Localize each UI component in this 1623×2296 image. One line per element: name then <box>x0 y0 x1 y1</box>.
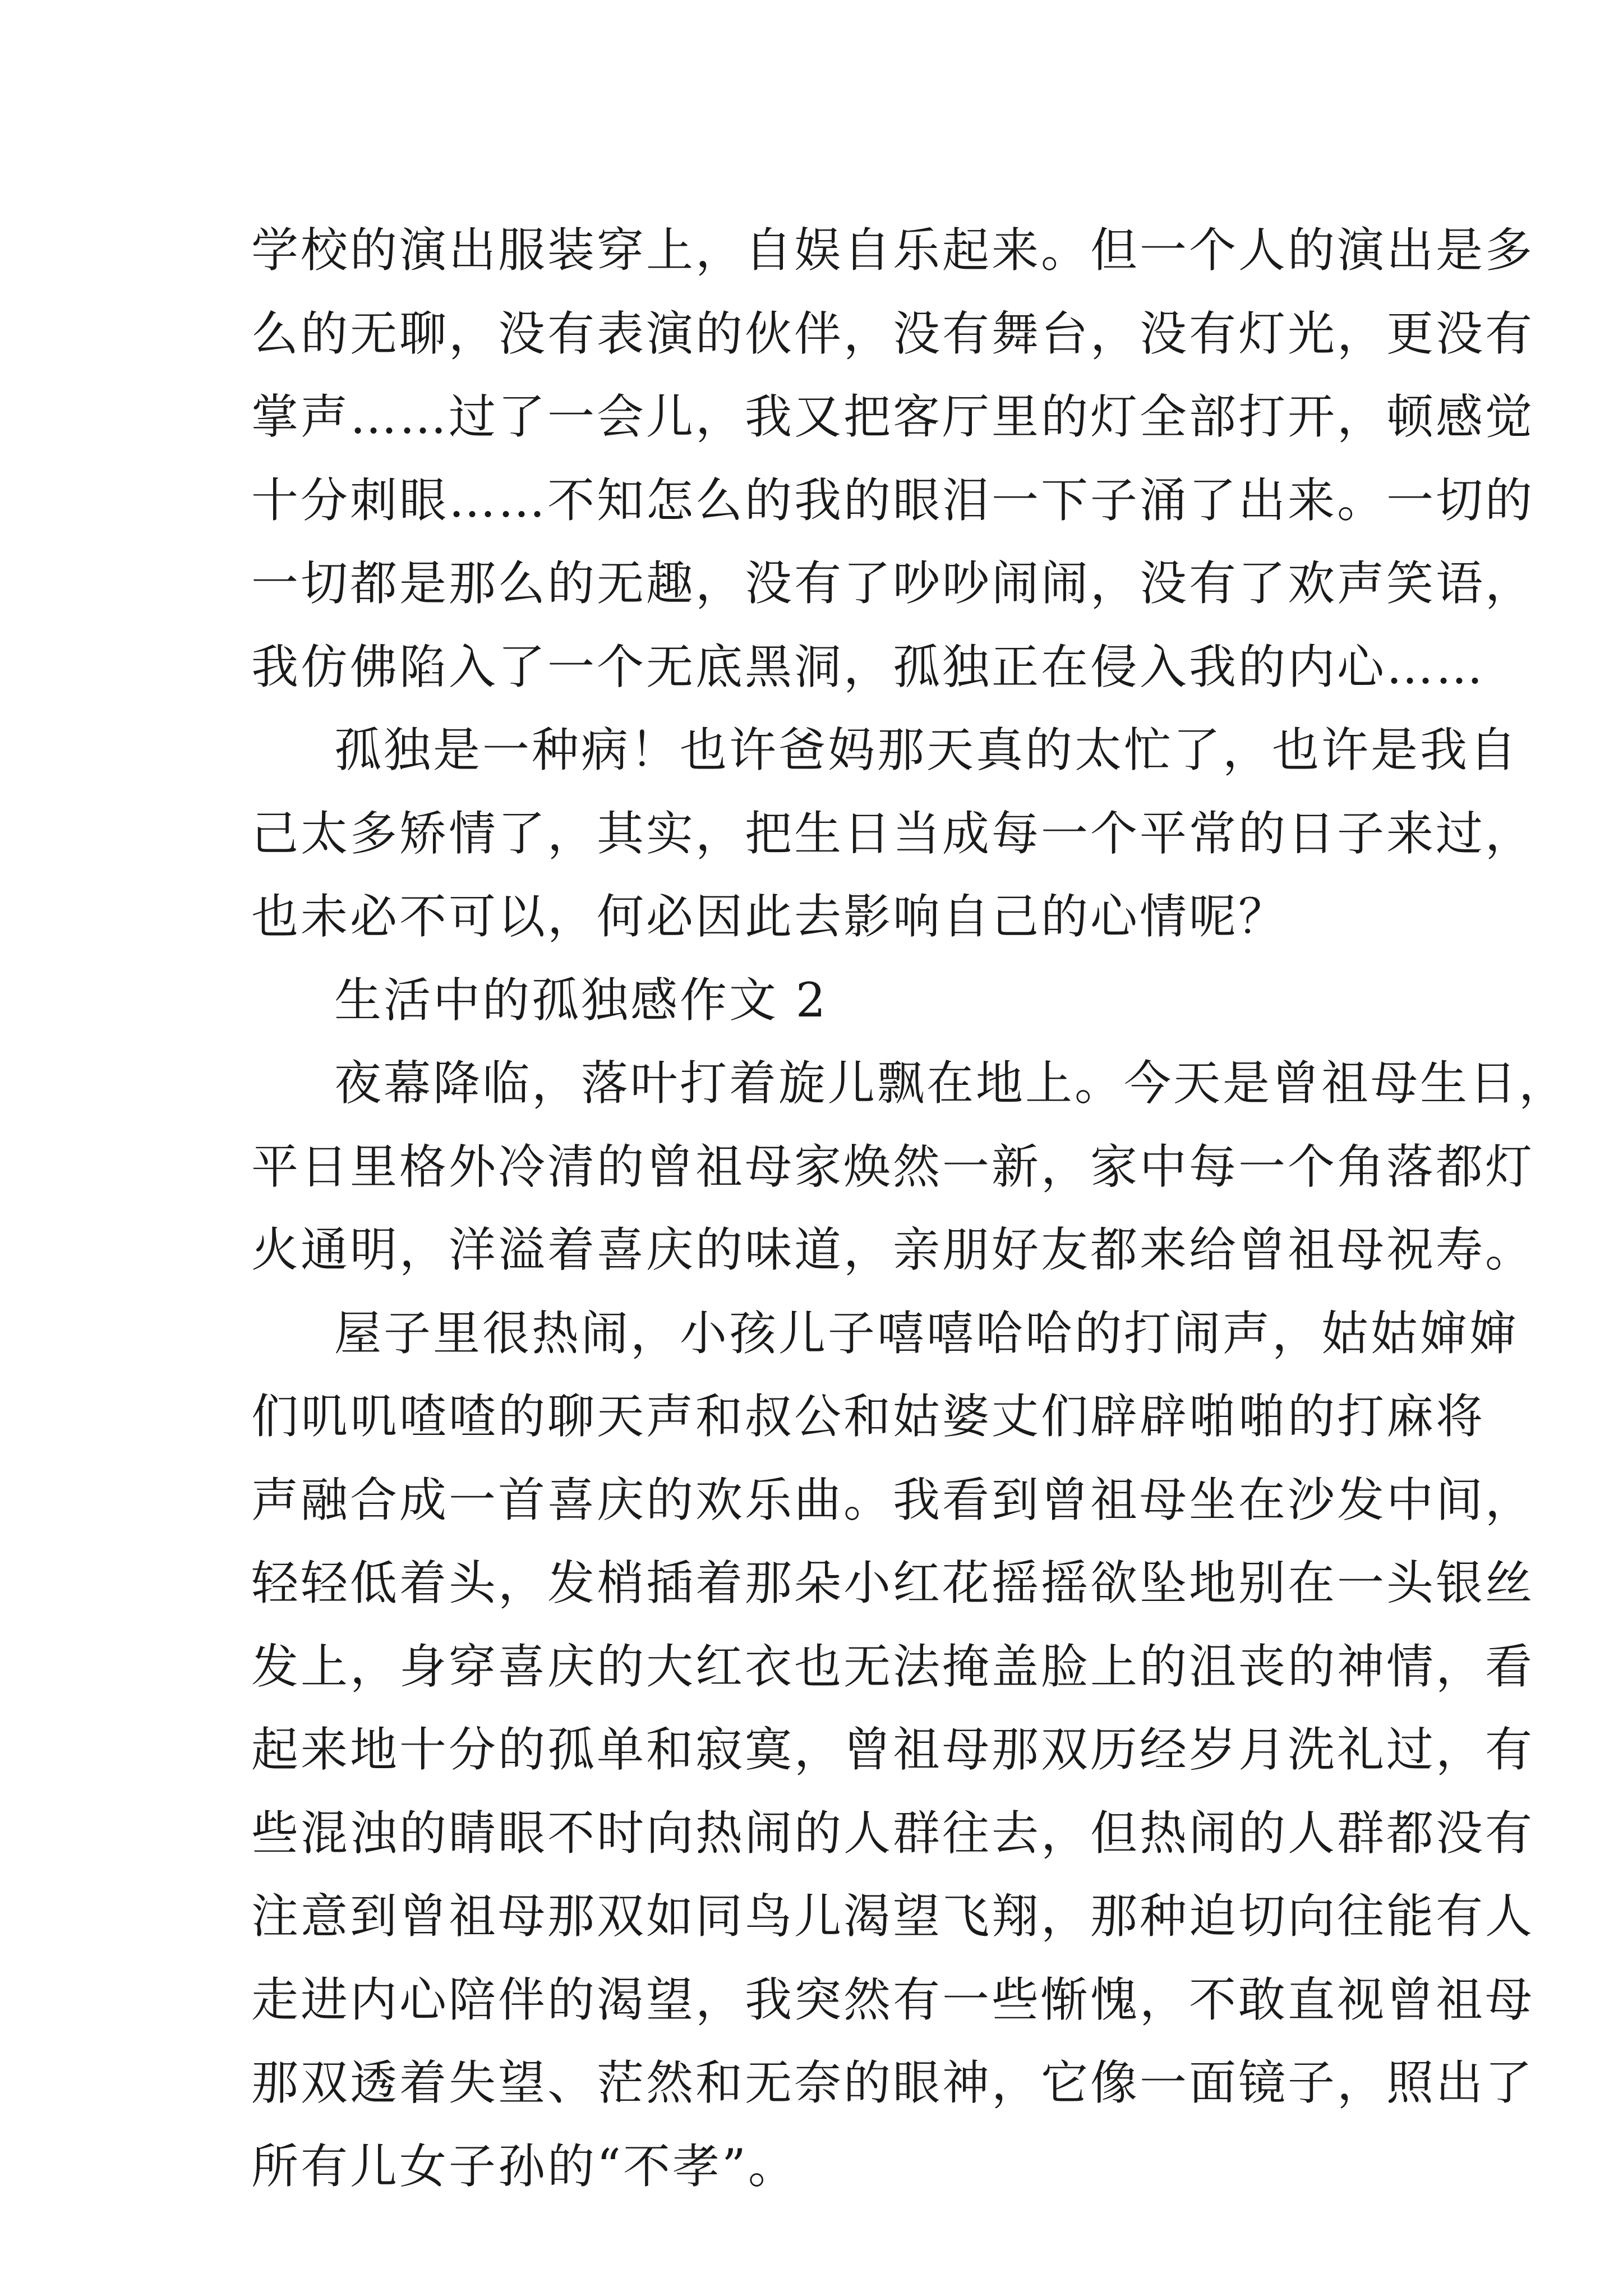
essay-title <box>251 959 1418 1042</box>
text-line: 那双透着失望、茫然和无奈的眼神，它像一面镜子，照出了 <box>251 2055 1535 2110</box>
text-line: 掌声……过了一会儿，我又把客厅里的灯全部打开，顿感觉 <box>251 389 1535 444</box>
text-line: 也未必不可以，何必因此去影响自己的心情呢？ <box>251 889 1288 944</box>
paragraph-nightfall <box>251 1042 1569 1292</box>
text-line: 起来地十分的孤单和寂寞，曾祖母那双历经岁月洗礼过，有 <box>251 1722 1535 1777</box>
essay-text-body <box>251 209 1569 2208</box>
text-line: 走进内心陪伴的渴望，我突然有一些惭愧，不敢直视曾祖母 <box>251 1972 1535 2027</box>
text-line: 十分刺眼……不知怎么的我的眼泪一下子涌了出来。一切的 <box>251 472 1535 528</box>
paragraph-party <box>251 1292 1535 2208</box>
text-line: 火通明，洋溢着喜庆的味道，亲朋好友都来给曾祖母祝寿。 <box>251 1222 1535 1277</box>
text-line: 夜幕降临，落叶打着旋儿飘在地上。今天是曾祖母生日， <box>334 1056 1569 1111</box>
text-line: 么的无聊，没有表演的伙伴，没有舞台，没有灯光，更没有 <box>251 306 1535 361</box>
essay-title-text: 生活中的孤独感作文 2 <box>334 972 828 1028</box>
text-line: 声融合成一首喜庆的欢乐曲。我看到曾祖母坐在沙发中间， <box>251 1472 1535 1527</box>
paragraph-continuation <box>251 209 1535 708</box>
text-line: 我仿佛陷入了一个无底黑洞，孤独正在侵入我的内心…… <box>251 639 1486 694</box>
text-line: 注意到曾祖母那双如同鸟儿渴望飞翔，那种迫切向往能有人 <box>251 1889 1535 1944</box>
text-line: 屋子里很热闹，小孩儿子嘻嘻哈哈的打闹声，姑姑婶婶 <box>334 1305 1519 1361</box>
text-line: 学校的演出服装穿上，自娱自乐起来。但一个人的演出是多 <box>251 223 1535 278</box>
text-line: 轻轻低着头，发梢插着那朵小红花摇摇欲坠地别在一头银丝 <box>251 1556 1535 1611</box>
text-line: 所有儿女子孙的“不孝”。 <box>251 2138 797 2194</box>
text-line: 些混浊的睛眼不时向热闹的人群往去，但热闹的人群都没有 <box>251 1805 1535 1861</box>
paragraph-reflection <box>251 708 1535 959</box>
text-line: 发上，身穿喜庆的大红衣也无法掩盖脸上的沮丧的神情，看 <box>251 1639 1535 1694</box>
text-line: 己太多矫情了，其实，把生日当成每一个平常的日子来过， <box>251 806 1535 861</box>
text-line: 平日里格外冷清的曾祖母家焕然一新，家中每一个角落都灯 <box>251 1139 1535 1194</box>
text-line: 孤独是一种病！也许爸妈那天真的太忙了，也许是我自 <box>334 723 1519 777</box>
text-line: 们叽叽喳喳的聊天声和叔公和姑婆丈们辟辟啪啪的打麻将 <box>251 1389 1486 1444</box>
text-line: 一切都是那么的无趣，没有了吵吵闹闹，没有了欢声笑语， <box>251 556 1535 611</box>
